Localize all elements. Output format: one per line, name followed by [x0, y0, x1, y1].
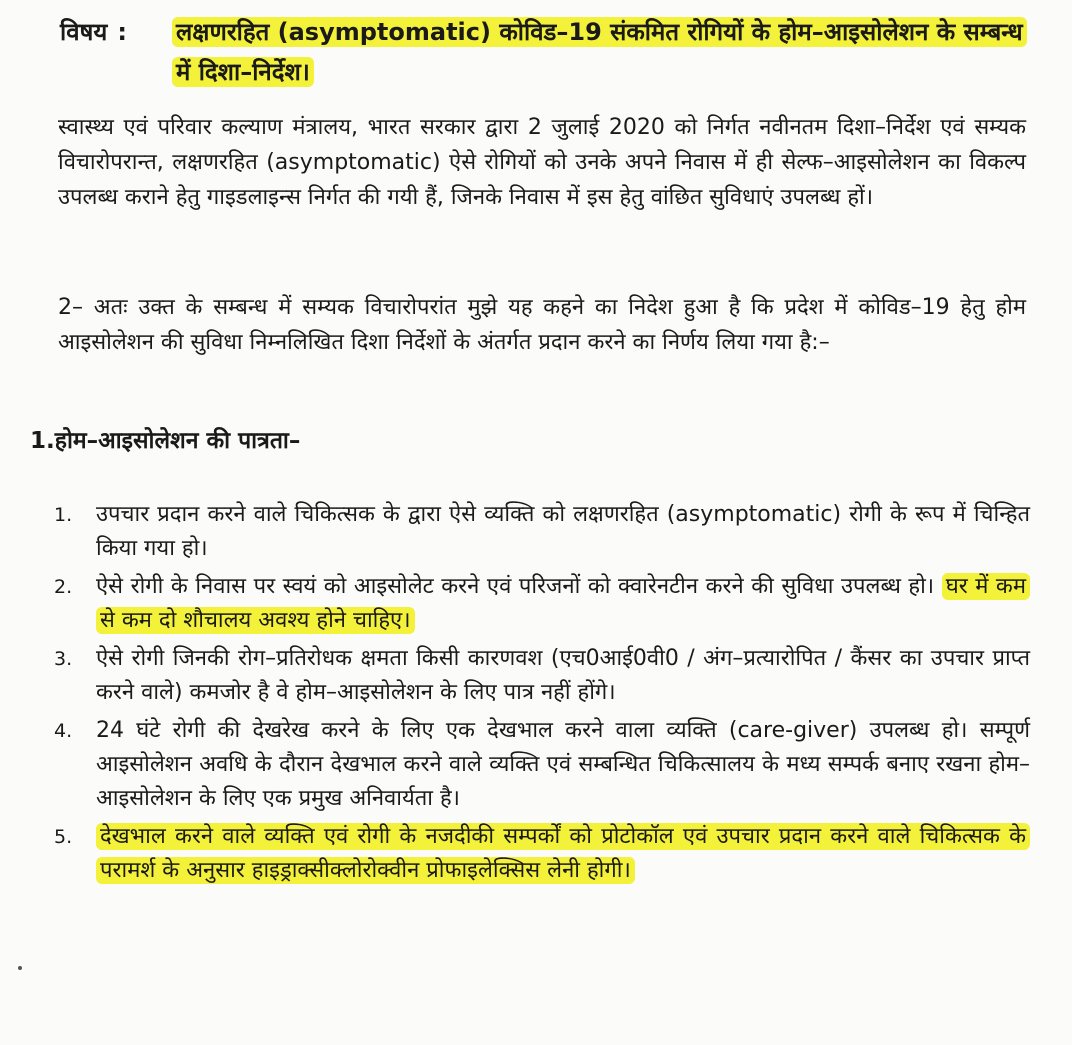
- list-item-text: 24 घंटे रोगी की देखरेख करने के लिए एक देखभाल करने वाला व्यक्ति (care-giver) उपलब्ध हो। सम्पूर्ण आइसोलेशन अवधि के दौरान देखभाल करने वाले व्यक्ति एवं सम्बन्धित चिकित्सालय के मध्य सम्पर्क बनाए रखना होम–आइसोलेशन के लिए एक प्रमुख अनिवार्यता है।: [96, 718, 1030, 811]
- list-item-number: 3.: [54, 648, 73, 670]
- list-item: [50, 570, 1030, 638]
- list-item-number: 4.: [54, 720, 73, 742]
- subject-colon: :: [117, 18, 127, 46]
- list-item-number: 5.: [54, 826, 73, 848]
- list-item-text: ऐसे रोगी जिनकी रोग–प्रतिरोधक क्षमता किसी कारणवश (एच0आई0वी0 / अंग–प्रत्यारोपित / कैंसर का उपचार प्राप्त करने वाले) कमजोर है वे होम–आइसोलेशन के लिए पात्र नहीं होंगे।: [96, 646, 1030, 705]
- subject-highlight: लक्षणरहित (asymptomatic) कोविड–19 संकमित रोगियों के होम–आइसोलेशन के सम्बन्ध में दिशा–निर्देश।: [172, 17, 1027, 87]
- list-item: [50, 820, 1030, 888]
- list-item: [50, 498, 1030, 566]
- section-heading: 1.होम–आइसोलेशन की पात्रता–: [30, 428, 301, 454]
- stray-dot-mark: [18, 966, 22, 970]
- paragraph-decision: 2– अतः उक्त के सम्बन्ध में सम्यक विचारोपरांत मुझे यह कहने का निदेश हुआ है कि प्रदेश में कोविड–19 हेतु होम आइसोलेशन की सुविधा निम्नलिखित दिशा निर्देशों के अंतर्गत प्रदान करने का निर्णय लिया गया है:–: [58, 295, 1026, 355]
- list-item-highlight: घर में कम से कम दो शौचालय अवश्य होने चाहिए।: [96, 573, 1030, 634]
- list-item: [50, 714, 1030, 816]
- list-item: [50, 642, 1030, 710]
- list-item-text: उपचार प्रदान करने वाले चिकित्सक के द्वारा ऐसे व्यक्ति को लक्षणरहित (asymptomatic) रोगी के रूप में चिन्हित किया गया हो।: [96, 502, 1030, 561]
- list-item-text: ऐसे रोगी के निवास पर स्वयं को आइसोलेट करने एवं परिजनों को क्वारेनटीन करने की सुविधा उपलब्ध हो।: [96, 574, 935, 599]
- paragraph-intro: स्वास्थ्य एवं परिवार कल्याण मंत्रालय, भारत सरकार द्वारा 2 जुलाई 2020 को निर्गत नवीनतम दिशा–निर्देश एवं सम्यक विचारोपरान्त, लक्षणरहित (asymptomatic) ऐसे रोगियों को उनके अपने निवास में ही सेल्फ–आइसोलेशन का विकल्प उपलब्ध कराने हेतु गाइडलाइन्स निर्गत की गयी हैं, जिनके निवास में इस हेतु वांछित सुविधाएं उपलब्ध हों।: [58, 115, 1026, 210]
- list-item-number: 1.: [54, 504, 73, 526]
- subject-label-text: विषय: [60, 18, 108, 46]
- list-item-highlight: देखभाल करने वाले व्यक्ति एवं रोगी के नजदीकी सम्पर्कों को प्रोटोकॉल एवं उपचार प्रदान करने वाले चिकित्सक के परामर्श के अनुसार हाइड्राक्सीक्लोरोक्वीन प्रोफाइलेक्सिस लेनी होगी।: [96, 823, 1030, 884]
- subject-label: [60, 12, 170, 52]
- eligibility-list: [50, 498, 1030, 892]
- subject-text: [172, 12, 1032, 92]
- list-item-number: 2.: [54, 576, 73, 598]
